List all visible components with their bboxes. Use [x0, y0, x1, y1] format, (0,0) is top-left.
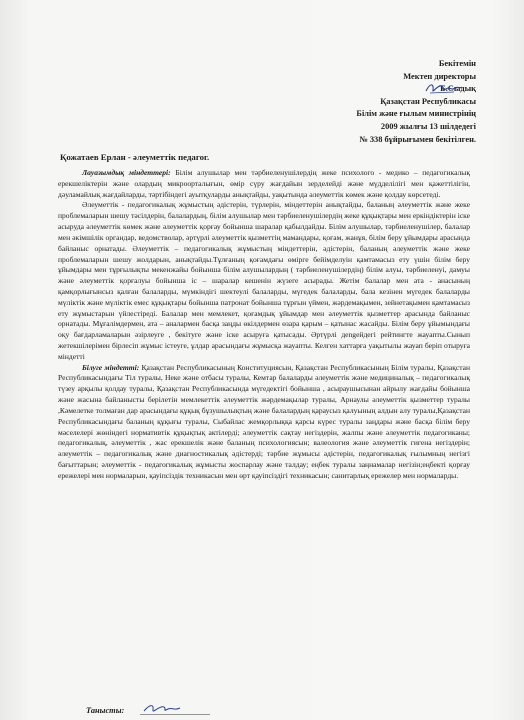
director-signature: [424, 80, 464, 96]
acquainted-row: Танысты:: [86, 706, 125, 715]
duties-text: Білім алушылар мен тәрбиеленушілердің жеке психолого - медико – педагогикалық ерекшеліктерін және олардың микроорталығын, өмір сүру жағдайын зерделейді және мүдделілігі мен қажеттілігін, дәуламайлық жағдайларды, тәртібіндегі ауытқуларды анықтайды, уақытында әлеуметтік көмек және қолдау көрсетеді.: [58, 168, 470, 199]
employee-signature: [140, 702, 212, 716]
approval-approve: Бекітемін: [438, 59, 476, 68]
approval-director-name: Б.Сыдық: [440, 84, 476, 94]
duties-paragraph: [58, 168, 470, 200]
responsibilities-paragraph: Әлеуметтік - педагогикалық жұмыстың әдістерін, түрлерін, міндеттерін анықтайды, баланың әлеуметтік және жеке проблемаларын шешу тәсілдерін, балалардың, білім алушылар мен тәрбиеленушілердің жеке құқықтары мен еркіндіктерін іске асыруда әлеуметтік көмек және әлеуметтік қорғау бойынша шаралар қабылдайды. Білім алушылар, тәрбиеленушілер, балалар мен әкімшілік органдар, ведомстволар, әртүрлі әлеуметтік қызметтің мамандары, қоғам, жанұя, білім беру ұйымдары арасында байланыс орнатады. Әлеуметтік – педагогикалық жұмыстың міндеттерін, әдістерін, баланың әлеуметтік және жеке проблемаларын шешу жолдарын, анықтайды.Тұлғаның қоғамдағы өмірге бейімделуін қамтамасыз ету үшін білім беру ұйымдары мен тұрғылықты мекенжайы бойынша білім алушылардың ( тәрбиеленушілердің) білім алуы, тәрбиеленуі, дамуы және әлеуметтік қорғалуы бойынша іс – шаралар кешенін жүзеге асырады. Жетім балалар мен ата - анасының қамқорлығынсыз қалған балаларды, мүмкіндігі шектеулі балаларды, мүгедек балаларды, бала кезінен мүгедек балаларды мүліктік және мүліктік емес құқықтары бойынша патронат бойынша тұрғын үймен, жәрдемақымен, зейнетақымен қамтамасыз ету жұмыстарын үйлестіреді. Балалар мен мемлекет, қоғамдық ұйымдар мен әлеуметтік қызметтер арасында байланыс орнатады. Мұғалімдермен, ата – аналармен басқа заңды өкілдермен өзара қарым – қатынас жасайды. Білім беру ұйымындағы оқу бағдарламаларын әзірлеуге , бекітуге және іске асыруға қатысады. Әртүрлі дengейдегі рейтингте жауапты.Сынып жетекшілерімен бірлесіп жұмыс істеуге, ұлдар арасындағы жұмысқа жауапты. Келген хаттарға уақытылы жауап беріп отыруға міндетті: [58, 200, 470, 361]
knowledge-text: Қазақстан Республикасының Конституциясын, Қазақстан Республикасының Білім туралы, Қазақстан Республикасындағы Тіл туралы, Неке және отбасы туралы, Кемтар балаларды әлеуметтік және медициналық – педагогикалық түзеу арқылы қолдау туралы, Қазақстан Республикасында мүгедектігі бойынша , асыраушысынан айрылу жағдайы бойынша және жасына байланысты берілетін мемлекеттік әлеуметтік жәрдемақылар туралы, Арнаулы әлеуметтік қызметтер туралы ,Кәмелетке толмаған дар арасындағы құқық бұзушылықтың және балалардың қараусыз қалуының алдын алу туралы,Қазақстан Республикасындағы баланың құқығы туралы, Сыбайлас жемқорлыққа қарсы күрес туралы заңдары және басқа білім беру мәселелері жөніндегі нормативтік құқықтық актілерді; әлеуметтік сақтау негіздерін, жалпы және әлеуметтік педагогиканы; педагогикалық, әлеуметтік , жас ерекшелік және баланың психологиясын; валеология және әлеуметтік гигена негіздерін; әлеуметтік – педагогикалық және диагностикалық әдістерді; тәрбие жұмысы әдістерін, педагогикалық ғылымның негізгі бағыттарын; әлеуметтік - педагогикалық жұмысты жоспарлау және талдау; еңбек туралы заңнамалар негізін;еңбекті қорғау ережелері мен нормаларын, қауіпсіздік техникасын мен өрт қауіпсіздігі техникасын; санитарлық ережелер мен нормаларды.: [58, 362, 470, 480]
approval-block: [356, 58, 476, 146]
employee-heading: Қожатаев Ерлан - әлеуметтік педагог.: [60, 152, 210, 162]
approval-date: 2009 жылғы 13 шілдедегі: [380, 121, 476, 131]
duties-label: Лауазымдық міндеттері:: [82, 168, 171, 177]
knowledge-label: Білуге міндетті:: [82, 362, 140, 372]
approval-ministry: Білім және ғылым министрінің: [356, 109, 476, 119]
job-description-body: [58, 168, 470, 482]
acquainted-label: Танысты: [86, 706, 122, 715]
approval-order: № 338 бұйрығымен бекітілген.: [359, 134, 476, 144]
knowledge-paragraph: [58, 363, 470, 482]
approval-country: Қазақстан Республикасы: [380, 96, 476, 106]
approval-position: Мектеп директоры: [403, 71, 476, 81]
